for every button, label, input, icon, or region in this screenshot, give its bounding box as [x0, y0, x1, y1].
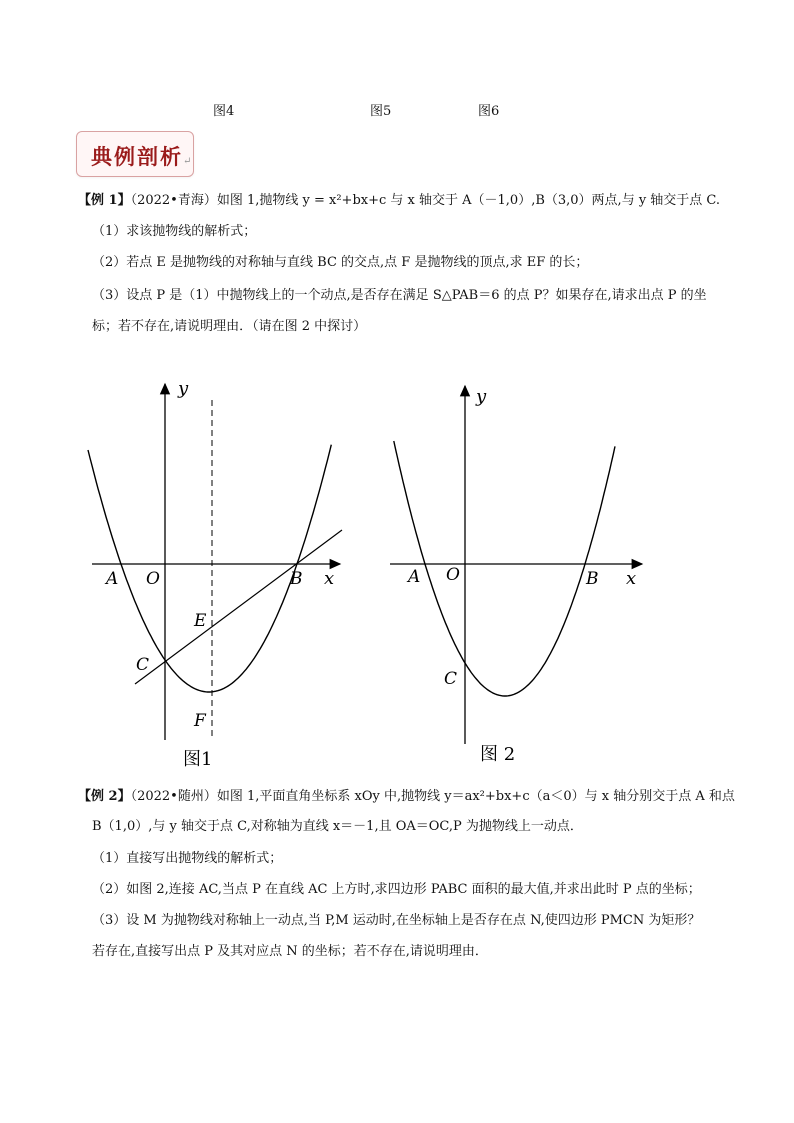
fig1-label-c: C — [136, 655, 150, 675]
fig1-caption: 图1 — [183, 749, 213, 770]
section-title — [91, 141, 191, 171]
fig2-label-o: O — [446, 565, 460, 585]
fig2-label-y: y — [476, 386, 487, 407]
return-mark-icon: ↵ — [183, 156, 192, 167]
section-title-text: 典例剖析 — [91, 144, 183, 169]
example1-source: （2022•青海） — [130, 193, 217, 208]
example2-line-5: （3）设 M 为抛物线对称轴上一动点,当 P,M 运动时,在坐标轴上是否存在点 N,使四边形 PMCN 为矩形？ — [92, 913, 701, 928]
example1-line-2: （1）求该抛物线的解析式； — [92, 224, 257, 239]
fig2-label-a: A — [408, 567, 421, 587]
figure-caption-4: 图4 — [213, 104, 235, 119]
figure-caption-6: 图6 — [478, 104, 500, 119]
example2-bracket: 【例 2】 — [78, 789, 131, 804]
figure-2-graph — [380, 378, 650, 768]
example1-line-3: （2）若点 E 是抛物线的对称轴与直线 BC 的交点,点 F 是抛物线的顶点,求 EF 的长； — [92, 255, 589, 270]
fig2-label-x: x — [626, 568, 637, 589]
fig1-label-a: A — [106, 569, 119, 589]
example1-line-5: 标；若不存在,请说明理由．（请在图 2 中探讨） — [92, 319, 367, 334]
example2-text-1: 如图 1,平面直角坐标系 xOy 中,抛物线 y＝ax²+bx+c（a＜0）与 x 轴分别交于点 A 和点 — [216, 789, 735, 804]
fig2-caption: 图 2 — [480, 744, 516, 765]
example1-text-1: 如图 1,抛物线 y = x²+bx+c 与 x 轴交于 A（－1,0）,B（3,0）两点,与 y 轴交于点 C. — [216, 193, 721, 208]
example2-line-4: （2）如图 2,连接 AC,当点 P 在直线 AC 上方时,求四边形 PABC 面积的最大值,并求出此时 P 点的坐标； — [92, 882, 701, 897]
example2-line-1 — [78, 788, 735, 806]
fig1-label-x: x — [324, 568, 335, 589]
example1-line-4: （3）设点 P 是（1）中抛物线上的一个动点,是否存在满足 S△PAB＝6 的点 P？如果存在,请求出点 P 的坐 — [92, 288, 707, 303]
example1-line-1 — [78, 192, 720, 210]
fig1-label-b: B — [290, 569, 303, 589]
fig1-label-o: O — [146, 569, 160, 589]
fig1-label-e: E — [194, 611, 207, 631]
section-title-box — [76, 131, 194, 177]
fig2-label-b: B — [586, 569, 599, 589]
fig2-label-c: C — [444, 669, 458, 689]
example1-bracket: 【例 1】 — [78, 193, 131, 208]
fig2-parabola — [394, 441, 615, 696]
example2-line-2: B（1,0）,与 y 轴交于点 C,对称轴为直线 x＝－1,且 OA＝OC,P 为抛物线上一动点． — [92, 819, 583, 834]
example2-line-6: 若存在,直接写出点 P 及其对应点 N 的坐标；若不存在,请说明理由． — [92, 944, 488, 959]
figure-1-graph — [80, 370, 370, 770]
figure-caption-5: 图5 — [370, 104, 392, 119]
example2-source: （2022•随州） — [130, 789, 217, 804]
fig1-label-y: y — [178, 378, 189, 399]
fig1-label-f: F — [194, 711, 206, 731]
example2-line-3: （1）直接写出抛物线的解析式； — [92, 851, 283, 866]
